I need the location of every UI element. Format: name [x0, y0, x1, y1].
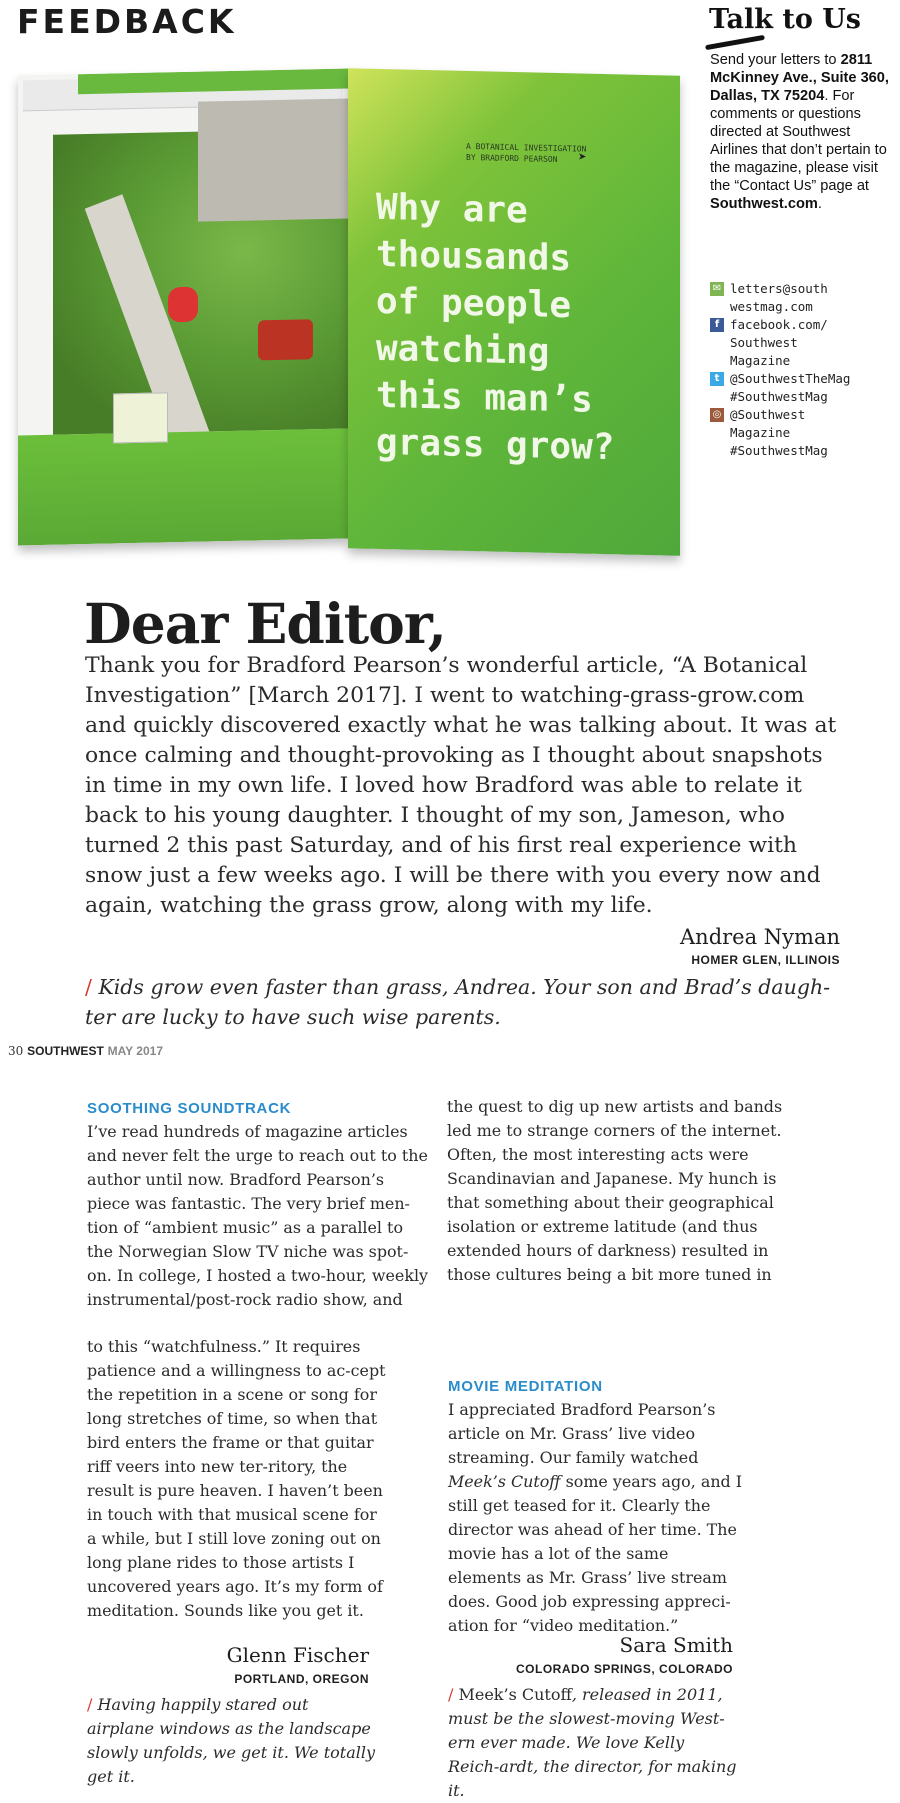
- article-byline: [466, 141, 586, 166]
- soundtrack-author-place: PORTLAND, OREGON: [234, 1672, 369, 1686]
- letter-author-name: Andrea Nyman: [680, 925, 840, 949]
- folio-date: MAY 2017: [107, 1044, 163, 1058]
- talk-middle: . For comments or questions directed at Southwest Airlines that don’t pertain to the magazine, please visit the “Contact Us” page at: [710, 88, 887, 194]
- magazine-right-page: [348, 68, 680, 556]
- mailing-address: 2811 McKinney Ave., Suite 360, Dallas, TX 75204: [710, 52, 889, 104]
- movie-title: Meek’s Cutoff: [448, 1472, 561, 1491]
- title-underline: [705, 35, 765, 50]
- letter-author-place: HOMER GLEN, ILLINOIS: [691, 953, 840, 967]
- sticky-note: [113, 392, 168, 443]
- movie-reply-title: Meek’s Cutoff: [458, 1685, 572, 1704]
- folio-brand: SOUTHWEST: [27, 1044, 104, 1058]
- section-title: FEEDBACK: [17, 2, 237, 41]
- social-facebook[interactable]: [710, 316, 828, 370]
- talk-to-us-body: [710, 51, 896, 213]
- letter-body: Thank you for Bradford Pearson’s wonderful article, “A Botanical Investigation” [March 2017]. I went to watching-grass-grow.com and quickly discovered exactly what he was talking about. It was at once calming and thought-provoking as I thought about snapshots in time in my own life. I loved how Bradford was able to relate it back to his young daughter. I thought of my son, Jameson, who turned 2 this past Saturday, and of his first real experience with snow just a few weeks ago. I will be there with you every now and again, watching the grass grow, along with my life.: [85, 653, 837, 918]
- editor-reply: [85, 972, 845, 1032]
- social-email[interactable]: [710, 280, 828, 316]
- magazine-spread-image: [18, 72, 678, 554]
- driveway: [198, 98, 348, 221]
- talk-to-us-title: Talk to Us: [709, 4, 861, 35]
- website-link[interactable]: Southwest.com: [710, 196, 818, 212]
- movie-body-a: I appreciated Bradford Pearson’s article on Mr. Grass’ live video streaming. Our family watched: [448, 1400, 716, 1467]
- slash-mark: /: [87, 1695, 98, 1714]
- headline-line: of people: [376, 280, 572, 327]
- twitter-icon: t: [710, 372, 724, 386]
- magazine-left-page: [18, 69, 348, 546]
- email-text: letters@south westmag.com: [730, 281, 828, 314]
- instagram-text: @Southwest Magazine #SouthwestMag: [730, 407, 828, 458]
- facebook-text: facebook.com/ Southwest Magazine: [730, 317, 828, 368]
- cursor-arrow-icon: ➤: [578, 151, 587, 163]
- instagram-icon: ◎: [710, 408, 724, 422]
- headline-line: this man’s: [376, 374, 593, 421]
- mail-icon: ✉: [710, 282, 724, 296]
- lawnmower-figure: [258, 319, 313, 360]
- editor-reply-text: Kids grow even faster than grass, Andrea. Your son and Brad’s daugh-ter are lucky to have such wise parents.: [85, 975, 831, 1029]
- soundtrack-heading: SOOTHING SOUNDTRACK: [87, 1100, 292, 1117]
- headline-line: grass grow?: [376, 421, 615, 469]
- movie-reply-text: , released in 2011, must be the slowest-moving West-ern ever made. We love Kelly Reich-ardt, the director, for making it.: [448, 1685, 737, 1800]
- facebook-icon: f: [710, 318, 724, 332]
- movie-author-name: Sara Smith: [619, 1633, 733, 1657]
- movie-author-place: COLORADO SPRINGS, COLORADO: [515, 1662, 733, 1676]
- letter-heading: Dear Editor,: [84, 591, 446, 656]
- soundtrack-author-name: Glenn Fischer: [226, 1643, 369, 1667]
- movie-reply: [448, 1683, 738, 1803]
- page-number: 30: [8, 1044, 24, 1058]
- gardener-figure: [168, 287, 198, 323]
- social-twitter[interactable]: [710, 370, 850, 406]
- soundtrack-reply: [87, 1693, 377, 1789]
- movie-body: [448, 1398, 743, 1638]
- byline-author: BY BRADFORD PEARSON: [466, 152, 558, 164]
- page-folio: [8, 1044, 163, 1058]
- headline-line: Why are: [376, 186, 528, 232]
- soundtrack-body-part2: the quest to dig up new artists and bands led me to strange corners of the internet. Often, the most interesting acts were Scandinavian and Japanese. My hunch is that something about their geographical isolation or extreme latitude (and thus extended hours of darkness) resulted in those cultures being a bit more tuned in: [447, 1097, 783, 1284]
- slash-mark: /: [448, 1685, 459, 1704]
- social-instagram[interactable]: [710, 406, 828, 460]
- twitter-text: @SouthwestTheMag #SouthwestMag: [730, 371, 851, 404]
- slash-mark: /: [85, 975, 99, 999]
- byline-kicker: A BOTANICAL INVESTIGATION: [466, 141, 587, 154]
- movie-heading: MOVIE MEDITATION: [448, 1378, 603, 1395]
- green-footer: [18, 429, 348, 546]
- talk-intro: Send your letters to: [710, 52, 837, 68]
- article-headline: [376, 184, 676, 473]
- movie-body-b: some years ago, and I still get teased for it. Clearly the director was ahead of her time. The movie has a lot of the same elements as Mr. Grass’ live stream does. Good job expressing appreci-ation for “video meditation.”: [448, 1472, 743, 1635]
- headline-line: watching: [376, 327, 550, 373]
- headline-line: thousands: [376, 233, 572, 280]
- soundtrack-body-part1: I’ve read hundreds of magazine articles and never felt the urge to reach out to the author until now. Bradford Pearson’s piece was fantastic. The very brief men-tion of “ambient music” as a parallel to the Norwegian Slow TV niche was spot-on. In college, I hosted a two-hour, weekly instrumental/post-rock radio show, and: [87, 1122, 429, 1309]
- soundtrack-reply-text: Having happily stared out airplane windows as the landscape slowly unfolds, we get it. We totally get it.: [87, 1695, 375, 1786]
- talk-end: .: [817, 196, 822, 212]
- soundtrack-body-part3: to this “watchfulness.” It requires patience and a willingness to ac-cept the repetition in a scene or song for long stretches of time, so when that bird enters the frame or that guitar riff veers into new ter-ritory, the result is pure heaven. I haven’t been in touch with that musical scene for a while, but I still love zoning out on long plane rides to those artists I uncovered years ago. It’s my form of meditation. Sounds like you get it.: [87, 1337, 386, 1620]
